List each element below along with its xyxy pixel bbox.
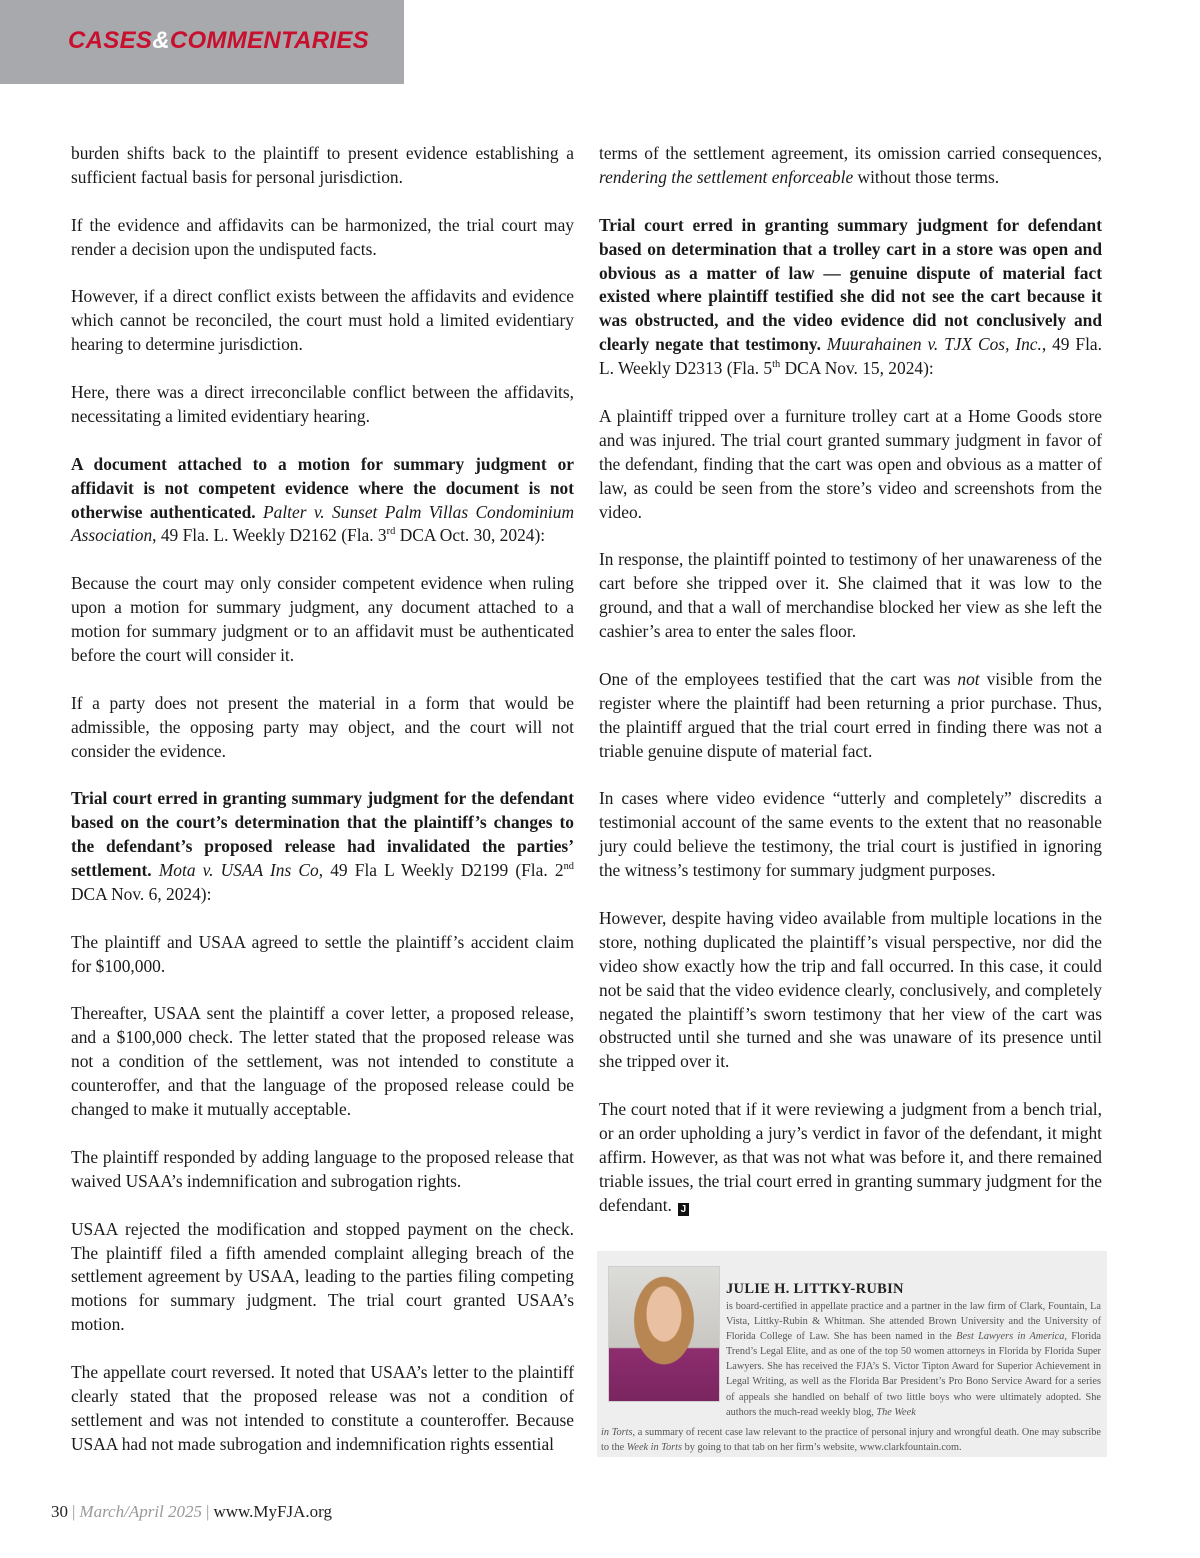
case-holding: Trial court erred in granting summary judgment for the defendant based on the court’s determination that the plaintiff’s changes to the defendant’s proposed release had invalidated the parties’ settlement. <box>71 788 574 881</box>
paragraph: A plaintiff tripped over a furniture trolley cart at a Home Goods store and was injured. The trial court granted summary judgment in favor of the defendant, finding that the cart was open and obvious as a matter of law, as could be seen from the store’s video and screenshots from the video. <box>599 405 1102 522</box>
citation-superscript: rd <box>386 526 396 538</box>
paragraph: However, if a direct conflict exists between the affidavits and evidence which cannot be reconciled, the court must hold a limited evidentiary hearing to determine jurisdiction. <box>71 286 574 355</box>
page-footer <box>51 1502 332 1522</box>
section-title-ampersand: & <box>152 27 170 54</box>
issue-date: March/April 2025 <box>79 1502 203 1521</box>
author-photo <box>608 1266 720 1402</box>
case-citation: DCA Oct. 30, 2024): <box>395 525 546 546</box>
case-name: Muurahainen v. TJX Cos, Inc. <box>826 334 1042 355</box>
end-of-article-icon: J <box>678 1203 689 1216</box>
paragraph: If a party does not present the material in a form that would be admissible, the opposing party may object, and the court will not consider the evidence. <box>71 692 574 761</box>
paragraph: The plaintiff responded by adding language to the proposed release that waived USAA’s indemnification and subrogation rights. <box>71 1146 574 1191</box>
case-summary-palter <box>71 453 574 549</box>
emphasis-text: Best Lawyers in America <box>956 1331 1065 1343</box>
case-citation: DCA Nov. 15, 2024): <box>780 358 934 379</box>
case-citation: DCA Nov. 6, 2024): <box>71 883 212 904</box>
text-run: without those terms. <box>853 166 1000 187</box>
paragraph: USAA rejected the modification and stopped payment on the check. The plaintiff filed a fifth amended complaint alleging breach of the settlement agreement by USAA, leading to the parties filing competing motions for summary judgment. The trial court granted USAA’s motion. <box>71 1218 574 1335</box>
text-run: One of the employees testified that the cart was <box>599 668 958 689</box>
case-name: Mota v. USAA Ins Co <box>158 860 319 881</box>
case-citation: , 49 Fla. L. Weekly D2162 (Fla. 3 <box>152 525 387 546</box>
paragraph: Thereafter, USAA sent the plaintiff a cover letter, a proposed release, and a $100,000 check. The letter stated that the proposed release was not a condition of the settlement, was not intended to constitute a counteroffer, and that the language of the proposed release could be changed to make it mutually acceptable. <box>71 1003 574 1120</box>
text-run: , a summary of recent case law relevant to the practice of personal injury and wrongful death. One may subscribe to the <box>601 1427 1101 1454</box>
paragraph: In cases where video evidence “utterly and completely” discredits a testimonial account of the same events to the extent that no reasonable jury could believe the testimony, the trial court is justified in ignoring the witness’s testimony for summary judgment purposes. <box>599 788 1102 881</box>
paragraph: The plaintiff and USAA agreed to settle the plaintiff’s accident claim for $100,000. <box>71 931 574 976</box>
case-holding: Trial court erred in granting summary judgment for defendant based on determination that a trolley cart in a store was open and obvious as a matter of law — genuine dispute of material fact existed where plaintiff testified she did not see the cart because it was obstructed, and the video evidence did not conclusively and clearly negate that testimony. <box>599 214 1102 355</box>
paragraph <box>599 668 1102 764</box>
section-title-part2: COMMENTARIES <box>169 27 369 54</box>
website-link[interactable]: www.MyFJA.org <box>213 1502 332 1521</box>
paragraph <box>599 1098 1102 1218</box>
case-summary-muurahainen <box>599 214 1102 381</box>
section-title <box>68 29 369 53</box>
citation-superscript: nd <box>563 861 574 873</box>
emphasis-text: The Week <box>876 1406 916 1418</box>
paragraph: Because the court may only consider competent evidence when ruling upon a motion for summary judgment, any document attached to a motion for summary judgment or to an affidavit must be authenticated before the court will consider it. <box>71 573 574 665</box>
emphasis-text: Week in Torts <box>626 1442 683 1454</box>
case-name: Palter v. Sunset Palm Villas Condominium Association <box>71 501 575 546</box>
text-run: is board-certified in appellate practice and a partner in the law firm of Clark, Fountain, La Vista, Littky-Rubin & Whitman. She attended Brown University and the University of Florida College of Law. She has been named in the <box>726 1301 1101 1343</box>
paragraph: If the evidence and affidavits can be harmonized, the trial court may render a decision upon the undisputed facts. <box>71 214 574 259</box>
text-run: The court noted that if it were reviewing a judgment from a bench trial, or an order upholding a jury’s verdict in favor of the defendant, it might affirm. However, as that was not what was before it, and there remained triable issues, the trial court erred in granting summary judgment for the defendant. <box>599 1099 1102 1215</box>
paragraph: burden shifts back to the plaintiff to present evidence establishing a sufficient factual basis for personal jurisdiction. <box>71 143 574 187</box>
text-run: by going to that tab on her firm’s website, www.clarkfountain.com. <box>682 1442 962 1454</box>
paragraph: In response, the plaintiff pointed to testimony of her unawareness of the cart before she tripped over it. She claimed that it was low to the ground, and that a wall of merchandise blocked her view as she left the cashier’s area to enter the sales floor. <box>599 549 1102 642</box>
page-number: 30 <box>51 1502 68 1521</box>
footer-separator: | <box>72 1502 76 1521</box>
paragraph: Here, there was a direct irreconcilable conflict between the affidavits, necessitating a limited evidentiary hearing. <box>71 382 574 426</box>
paragraph: The appellate court reversed. It noted that USAA’s letter to the plaintiff clearly stated that the proposed release was not a condition of settlement and was not intended to constitute a counteroffer. Because USAA had not made subrogation and indemnification rights essential <box>71 1362 574 1454</box>
author-bio-text-continued <box>601 1425 1101 1455</box>
case-summary-mota <box>71 787 574 907</box>
paragraph: However, despite having video available from multiple locations in the store, nothing duplicated the plaintiff’s visual perspective, nor did the video show exactly how the trip and fall occurred. In this case, it could not be said that the video evidence clearly, conclusively, and completely negated the plaintiff’s sworn testimony that her view of the cart was obstructed until she turned and she was unaware of its presence until she tripped over it. <box>599 907 1102 1072</box>
emphasis-text: not <box>957 668 980 689</box>
emphasis-text: rendering the settlement enforceable <box>599 166 854 187</box>
case-holding: A document attached to a motion for summary judgment or affidavit is not competent evidence where the document is not otherwise authenticated. <box>71 453 574 522</box>
footer-separator: | <box>206 1502 210 1521</box>
section-title-part1: CASES <box>68 27 153 54</box>
citation-superscript: th <box>772 359 781 371</box>
author-bio-text <box>726 1299 1101 1420</box>
text-run: , Florida Trend’s Legal Elite, and as one of the top 50 women attorneys in Florida by Florida Super Lawyers. She has received the FJA’s S. Victor Tipton Award for Superior Achievement in Legal Writing, as well as the Florida Bar President’s Pro Bono Service Award for a series of appeals she handled on behalf of two little boys who were ultimately adopted. She authors the much-read weekly blog, <box>726 1331 1101 1418</box>
case-citation: , 49 Fla L Weekly D2199 (Fla. 2 <box>318 860 564 881</box>
left-column <box>71 142 574 1481</box>
text-run: terms of the settlement agreement, its omission carried consequences, <box>599 143 1102 163</box>
case-citation: , 49 Fla. L. Weekly D2313 (Fla. 5 <box>599 334 1102 379</box>
author-bio-box <box>597 1251 1107 1457</box>
paragraph <box>599 142 1102 190</box>
text-run: visible from the register where the plaintiff had been returning a prior purchase. Thus, the plaintiff argued that the trial court erred in finding there was not a triable genuine dispute of material fact. <box>599 668 1103 761</box>
author-name: JULIE H. LITTKY-RUBIN <box>726 1281 904 1297</box>
right-column <box>599 142 1102 1242</box>
emphasis-text: in Torts <box>601 1427 633 1438</box>
